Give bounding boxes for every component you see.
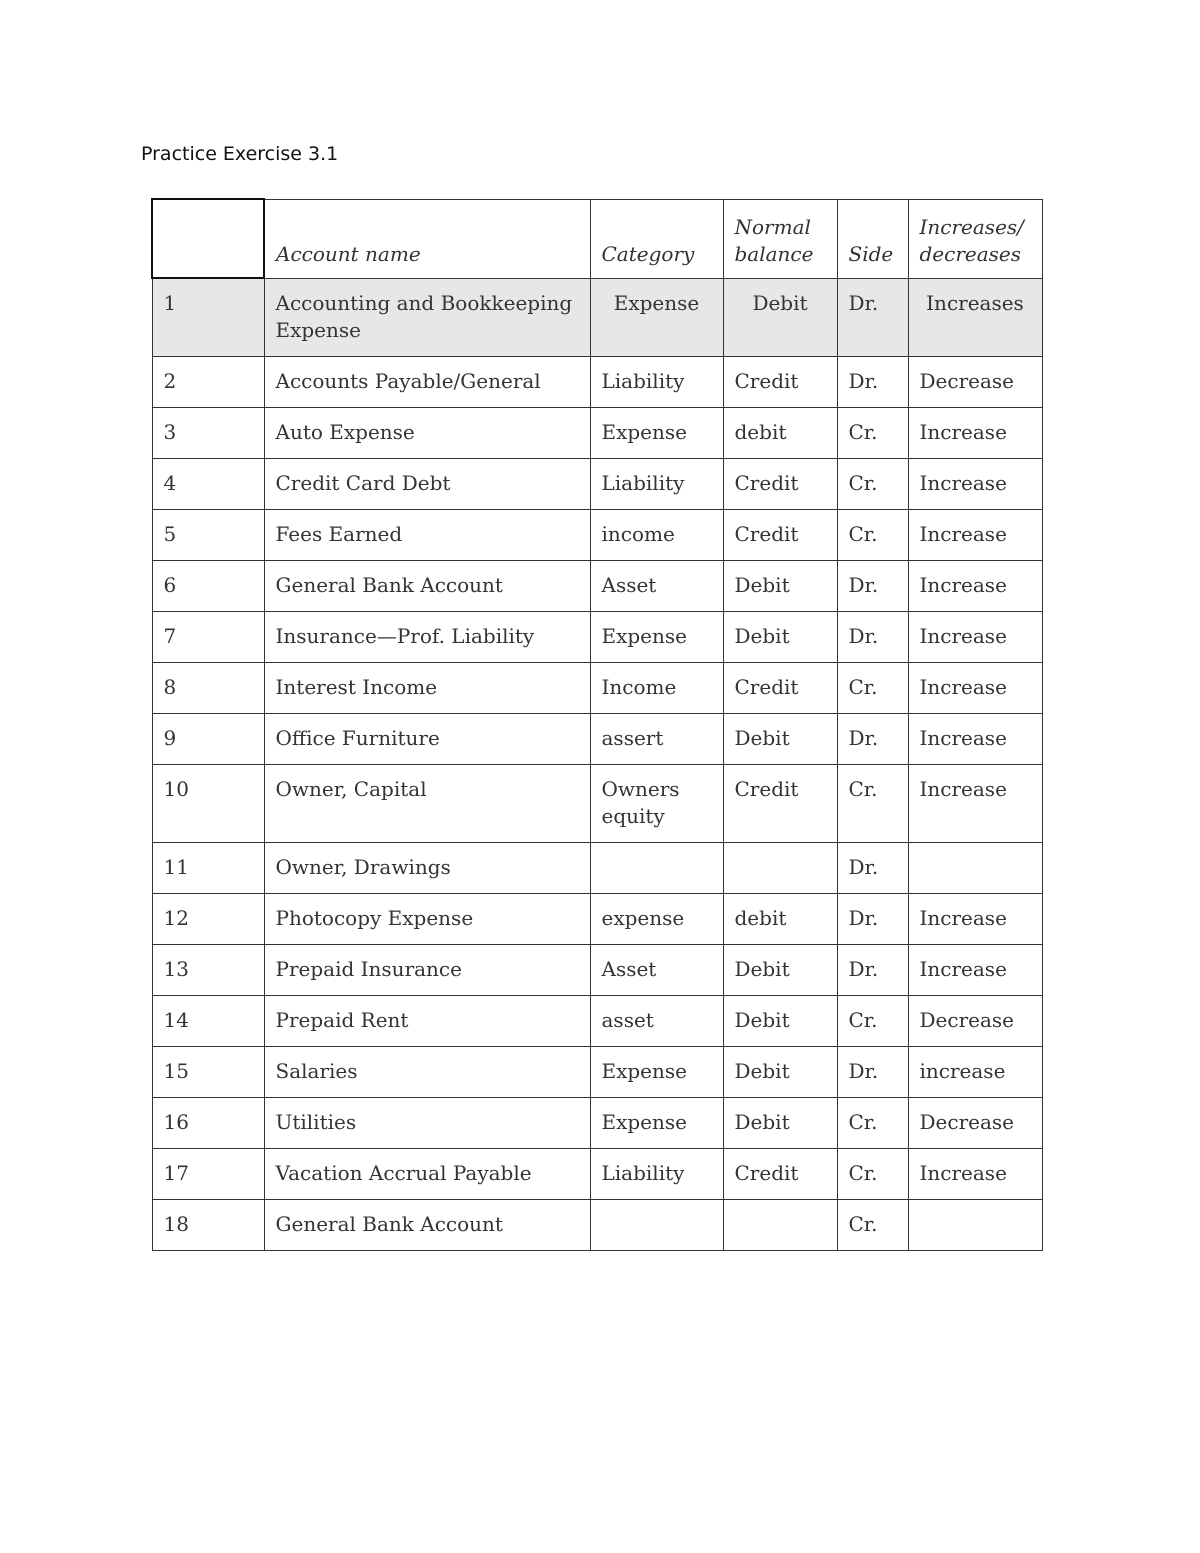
side-cell: Dr. — [837, 894, 908, 945]
normal-balance-cell: Debit — [723, 278, 837, 357]
table-row — [152, 357, 1042, 408]
category-cell: Expense — [590, 1098, 723, 1149]
normal-balance-cell: Debit — [723, 561, 837, 612]
category-cell: Asset — [590, 945, 723, 996]
category-cell: income — [590, 510, 723, 561]
increase-decrease-cell: Increase — [908, 612, 1042, 663]
account-name-cell: Office Furniture — [264, 714, 590, 765]
category-cell: Expense — [590, 408, 723, 459]
side-cell: Dr. — [837, 714, 908, 765]
account-name-cell: Photocopy Expense — [264, 894, 590, 945]
normal-balance-cell: Debit — [723, 714, 837, 765]
account-name-cell: Prepaid Insurance — [264, 945, 590, 996]
increase-decrease-cell: increase — [908, 1047, 1042, 1098]
account-name-cell: Vacation Accrual Payable — [264, 1149, 590, 1200]
accounts-table — [151, 198, 1043, 1251]
increase-decrease-cell — [908, 843, 1042, 894]
normal-balance-cell — [723, 843, 837, 894]
account-name-cell: Owner, Capital — [264, 765, 590, 843]
increase-decrease-cell: Increase — [908, 894, 1042, 945]
account-name-cell: Prepaid Rent — [264, 996, 590, 1047]
category-cell: Owners equity — [590, 765, 723, 843]
category-cell: Liability — [590, 459, 723, 510]
page-title: Practice Exercise 3.1 — [141, 143, 339, 165]
side-cell: Cr. — [837, 663, 908, 714]
increase-decrease-cell: Increase — [908, 408, 1042, 459]
category-cell: Expense — [590, 1047, 723, 1098]
account-name-cell: Owner, Drawings — [264, 843, 590, 894]
increase-decrease-cell: Increase — [908, 945, 1042, 996]
row-number: 10 — [152, 765, 264, 843]
table-row — [152, 459, 1042, 510]
header-number — [152, 199, 264, 278]
normal-balance-cell: Credit — [723, 459, 837, 510]
side-cell: Cr. — [837, 510, 908, 561]
normal-balance-cell: debit — [723, 894, 837, 945]
table-row — [152, 612, 1042, 663]
side-cell: Dr. — [837, 357, 908, 408]
account-name-cell: Accounting and Bookkeeping Expense — [264, 278, 590, 357]
side-cell: Cr. — [837, 1098, 908, 1149]
category-cell: Liability — [590, 1149, 723, 1200]
category-cell: expense — [590, 894, 723, 945]
increase-decrease-cell: Increase — [908, 663, 1042, 714]
increase-decrease-cell: Increase — [908, 561, 1042, 612]
increase-decrease-cell: Decrease — [908, 357, 1042, 408]
account-name-cell: Insurance—Prof. Liability — [264, 612, 590, 663]
table-row — [152, 408, 1042, 459]
normal-balance-cell: Credit — [723, 510, 837, 561]
increase-decrease-cell: Increase — [908, 510, 1042, 561]
row-number: 3 — [152, 408, 264, 459]
table-row — [152, 894, 1042, 945]
normal-balance-cell — [723, 1200, 837, 1251]
normal-balance-cell: Credit — [723, 765, 837, 843]
category-cell: Asset — [590, 561, 723, 612]
side-cell: Dr. — [837, 843, 908, 894]
row-number: 1 — [152, 278, 264, 357]
table-row — [152, 765, 1042, 843]
side-cell: Dr. — [837, 561, 908, 612]
table-row — [152, 843, 1042, 894]
side-cell: Dr. — [837, 945, 908, 996]
table-header-row — [152, 199, 1042, 278]
account-name-cell: Interest Income — [264, 663, 590, 714]
increase-decrease-cell: Decrease — [908, 1098, 1042, 1149]
table-row — [152, 714, 1042, 765]
normal-balance-cell: Credit — [723, 663, 837, 714]
category-cell — [590, 1200, 723, 1251]
table-row — [152, 278, 1042, 357]
account-name-cell: Auto Expense — [264, 408, 590, 459]
increase-decrease-cell: Increase — [908, 1149, 1042, 1200]
table-row — [152, 561, 1042, 612]
account-name-cell: Credit Card Debt — [264, 459, 590, 510]
normal-balance-cell: Credit — [723, 1149, 837, 1200]
increase-decrease-cell: Increase — [908, 714, 1042, 765]
table-row — [152, 510, 1042, 561]
increase-decrease-cell: Increase — [908, 765, 1042, 843]
side-cell: Cr. — [837, 1200, 908, 1251]
header-side: Side — [837, 199, 908, 278]
row-number: 8 — [152, 663, 264, 714]
category-cell: Expense — [590, 612, 723, 663]
header-normal-balance: Normal balance — [723, 199, 837, 278]
increase-decrease-cell: Increases — [908, 278, 1042, 357]
normal-balance-cell: Debit — [723, 612, 837, 663]
table-row — [152, 1200, 1042, 1251]
side-cell: Cr. — [837, 408, 908, 459]
row-number: 2 — [152, 357, 264, 408]
header-category: Category — [590, 199, 723, 278]
row-number: 7 — [152, 612, 264, 663]
side-cell: Cr. — [837, 765, 908, 843]
category-cell: assert — [590, 714, 723, 765]
side-cell: Cr. — [837, 996, 908, 1047]
row-number: 16 — [152, 1098, 264, 1149]
table-row — [152, 1098, 1042, 1149]
increase-decrease-cell: Increase — [908, 459, 1042, 510]
table-row — [152, 945, 1042, 996]
account-name-cell: Salaries — [264, 1047, 590, 1098]
row-number: 5 — [152, 510, 264, 561]
normal-balance-cell: Credit — [723, 357, 837, 408]
table-row — [152, 996, 1042, 1047]
row-number: 18 — [152, 1200, 264, 1251]
normal-balance-cell: Debit — [723, 1047, 837, 1098]
table-row — [152, 1047, 1042, 1098]
account-name-cell: Accounts Payable/General — [264, 357, 590, 408]
normal-balance-cell: debit — [723, 408, 837, 459]
side-cell: Cr. — [837, 1149, 908, 1200]
increase-decrease-cell: Decrease — [908, 996, 1042, 1047]
table-row — [152, 1149, 1042, 1200]
account-name-cell: General Bank Account — [264, 561, 590, 612]
row-number: 9 — [152, 714, 264, 765]
normal-balance-cell: Debit — [723, 996, 837, 1047]
header-account-name: Account name — [264, 199, 590, 278]
row-number: 17 — [152, 1149, 264, 1200]
row-number: 15 — [152, 1047, 264, 1098]
row-number: 11 — [152, 843, 264, 894]
header-increases-decreases: Increases/ decreases — [908, 199, 1042, 278]
category-cell: Income — [590, 663, 723, 714]
category-cell — [590, 843, 723, 894]
normal-balance-cell: Debit — [723, 945, 837, 996]
row-number: 12 — [152, 894, 264, 945]
table-row — [152, 663, 1042, 714]
side-cell: Dr. — [837, 612, 908, 663]
category-cell: asset — [590, 996, 723, 1047]
account-name-cell: Fees Earned — [264, 510, 590, 561]
account-name-cell: General Bank Account — [264, 1200, 590, 1251]
category-cell: Expense — [590, 278, 723, 357]
row-number: 4 — [152, 459, 264, 510]
account-name-cell: Utilities — [264, 1098, 590, 1149]
side-cell: Dr. — [837, 1047, 908, 1098]
side-cell: Cr. — [837, 459, 908, 510]
category-cell: Liability — [590, 357, 723, 408]
normal-balance-cell: Debit — [723, 1098, 837, 1149]
row-number: 6 — [152, 561, 264, 612]
side-cell: Dr. — [837, 278, 908, 357]
row-number: 13 — [152, 945, 264, 996]
increase-decrease-cell — [908, 1200, 1042, 1251]
row-number: 14 — [152, 996, 264, 1047]
